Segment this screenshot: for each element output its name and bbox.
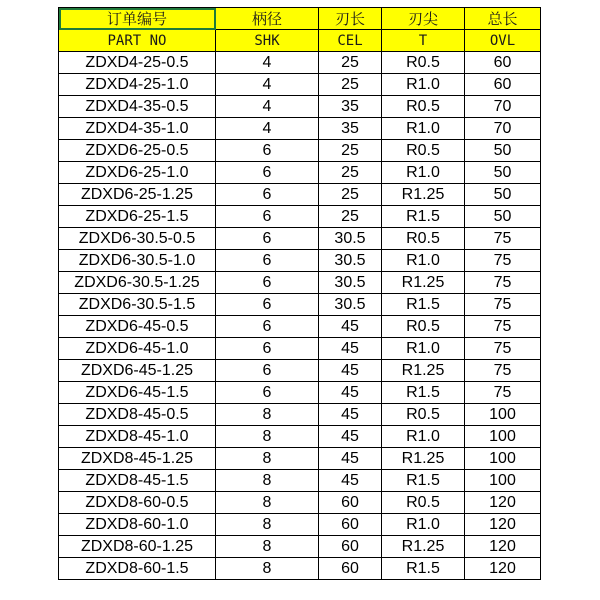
part-no-cell[interactable]: ZDXD4-35-1.0	[59, 118, 216, 140]
overall-length-cell[interactable]: 50	[465, 140, 541, 162]
cutting-length-cell[interactable]: 25	[319, 140, 382, 162]
cutting-length-cell[interactable]: 45	[319, 360, 382, 382]
table-row	[59, 316, 541, 338]
shank-cell[interactable]: 8	[216, 404, 319, 426]
part-no-cell[interactable]: ZDXD6-25-1.25	[59, 184, 216, 206]
part-no-cell[interactable]: ZDXD4-35-0.5	[59, 96, 216, 118]
shank-cell[interactable]: 6	[216, 382, 319, 404]
header-cell-shank-cn[interactable]: 柄径	[216, 8, 319, 30]
overall-length-cell[interactable]: 50	[465, 206, 541, 228]
table-row	[59, 140, 541, 162]
table-row	[59, 514, 541, 536]
tip-radius-cell[interactable]: R1.5	[382, 294, 465, 316]
overall-length-cell[interactable]: 100	[465, 470, 541, 492]
overall-length-cell[interactable]: 50	[465, 184, 541, 206]
shank-cell[interactable]: 8	[216, 448, 319, 470]
overall-length-cell[interactable]: 70	[465, 118, 541, 140]
overall-length-cell[interactable]: 75	[465, 360, 541, 382]
tip-radius-cell[interactable]: R0.5	[382, 140, 465, 162]
shank-cell[interactable]: 8	[216, 514, 319, 536]
part-no-cell[interactable]: ZDXD6-30.5-1.25	[59, 272, 216, 294]
cutting-length-cell[interactable]: 60	[319, 536, 382, 558]
part-no-cell[interactable]: ZDXD6-45-1.5	[59, 382, 216, 404]
overall-length-cell[interactable]: 50	[465, 162, 541, 184]
tip-radius-cell[interactable]: R1.0	[382, 162, 465, 184]
cutting-length-cell[interactable]: 25	[319, 52, 382, 74]
tip-radius-cell[interactable]: R1.0	[382, 514, 465, 536]
part-no-cell[interactable]: ZDXD6-30.5-0.5	[59, 228, 216, 250]
shank-cell[interactable]: 4	[216, 52, 319, 74]
shank-cell[interactable]: 4	[216, 96, 319, 118]
overall-length-cell[interactable]: 75	[465, 294, 541, 316]
part-no-cell[interactable]: ZDXD8-45-1.5	[59, 470, 216, 492]
tip-radius-cell[interactable]: R1.0	[382, 426, 465, 448]
header-cell-cel[interactable]: CEL	[319, 30, 382, 52]
tip-radius-cell[interactable]: R1.5	[382, 558, 465, 580]
overall-length-cell[interactable]: 60	[465, 74, 541, 96]
tip-radius-cell[interactable]: R1.25	[382, 360, 465, 382]
tip-radius-cell[interactable]: R0.5	[382, 404, 465, 426]
tip-radius-cell[interactable]: R1.25	[382, 272, 465, 294]
part-no-cell[interactable]: ZDXD6-30.5-1.5	[59, 294, 216, 316]
cutting-length-cell[interactable]: 30.5	[319, 294, 382, 316]
header-cell-shk[interactable]: SHK	[216, 30, 319, 52]
part-no-cell[interactable]: ZDXD8-45-1.0	[59, 426, 216, 448]
cutting-length-cell[interactable]: 35	[319, 118, 382, 140]
table-row	[59, 360, 541, 382]
cutting-length-cell[interactable]: 30.5	[319, 272, 382, 294]
shank-cell[interactable]: 4	[216, 74, 319, 96]
overall-length-cell[interactable]: 75	[465, 250, 541, 272]
cutting-length-cell[interactable]: 45	[319, 382, 382, 404]
tip-radius-cell[interactable]: R0.5	[382, 492, 465, 514]
overall-length-cell[interactable]: 75	[465, 338, 541, 360]
cutting-length-cell[interactable]: 60	[319, 514, 382, 536]
table-row	[59, 96, 541, 118]
table-row	[59, 162, 541, 184]
tip-radius-cell[interactable]: R1.25	[382, 536, 465, 558]
header-cell-overall-length-cn[interactable]: 总长	[465, 8, 541, 30]
tip-radius-cell[interactable]: R1.0	[382, 338, 465, 360]
table-row	[59, 338, 541, 360]
tip-radius-cell[interactable]: R0.5	[382, 316, 465, 338]
shank-cell[interactable]: 8	[216, 492, 319, 514]
cutting-length-cell[interactable]: 25	[319, 184, 382, 206]
table-row	[59, 250, 541, 272]
table-row	[59, 294, 541, 316]
part-no-cell[interactable]: ZDXD6-45-0.5	[59, 316, 216, 338]
shank-cell[interactable]: 6	[216, 272, 319, 294]
cutting-length-cell[interactable]: 25	[319, 162, 382, 184]
part-no-cell[interactable]: ZDXD8-45-1.25	[59, 448, 216, 470]
shank-cell[interactable]: 6	[216, 140, 319, 162]
shank-cell[interactable]: 6	[216, 250, 319, 272]
table-row	[59, 558, 541, 580]
table-row	[59, 272, 541, 294]
shank-cell[interactable]: 8	[216, 426, 319, 448]
cutting-length-cell[interactable]: 35	[319, 96, 382, 118]
header-row-chinese	[59, 8, 541, 30]
tip-radius-cell[interactable]: R1.25	[382, 184, 465, 206]
part-no-cell[interactable]: ZDXD8-60-1.0	[59, 514, 216, 536]
tip-radius-cell[interactable]: R1.25	[382, 448, 465, 470]
cutting-length-cell[interactable]: 25	[319, 206, 382, 228]
overall-length-cell[interactable]: 75	[465, 316, 541, 338]
tip-radius-cell[interactable]: R0.5	[382, 228, 465, 250]
part-no-cell[interactable]: ZDXD6-30.5-1.0	[59, 250, 216, 272]
table-row	[59, 448, 541, 470]
overall-length-cell[interactable]: 120	[465, 558, 541, 580]
shank-cell[interactable]: 6	[216, 338, 319, 360]
shank-cell[interactable]: 6	[216, 184, 319, 206]
table-row	[59, 52, 541, 74]
part-no-cell[interactable]: ZDXD6-45-1.25	[59, 360, 216, 382]
table-row	[59, 206, 541, 228]
overall-length-cell[interactable]: 70	[465, 96, 541, 118]
shank-cell[interactable]: 8	[216, 558, 319, 580]
table-row	[59, 228, 541, 250]
tip-radius-cell[interactable]: R1.5	[382, 382, 465, 404]
table-row	[59, 74, 541, 96]
part-no-cell[interactable]: ZDXD8-60-1.5	[59, 558, 216, 580]
overall-length-cell[interactable]: 75	[465, 272, 541, 294]
header-cell-cutting-length-cn[interactable]: 刃长	[319, 8, 382, 30]
header-cell-tip-cn[interactable]: 刃尖	[382, 8, 465, 30]
tip-radius-cell[interactable]: R0.5	[382, 96, 465, 118]
table-row	[59, 492, 541, 514]
part-no-cell[interactable]: ZDXD8-60-1.25	[59, 536, 216, 558]
shank-cell[interactable]: 6	[216, 228, 319, 250]
overall-length-cell[interactable]: 60	[465, 52, 541, 74]
cutting-length-cell[interactable]: 25	[319, 74, 382, 96]
shank-cell[interactable]: 6	[216, 206, 319, 228]
tip-radius-cell[interactable]: R1.5	[382, 206, 465, 228]
header-cell-ovl[interactable]: OVL	[465, 30, 541, 52]
shank-cell[interactable]: 6	[216, 294, 319, 316]
cutting-length-cell[interactable]: 30.5	[319, 228, 382, 250]
shank-cell[interactable]: 6	[216, 162, 319, 184]
spec-sheet	[58, 7, 540, 580]
overall-length-cell[interactable]: 120	[465, 536, 541, 558]
overall-length-cell[interactable]: 75	[465, 382, 541, 404]
shank-cell[interactable]: 6	[216, 316, 319, 338]
overall-length-cell[interactable]: 120	[465, 492, 541, 514]
shank-cell[interactable]: 8	[216, 470, 319, 492]
table-row	[59, 404, 541, 426]
shank-cell[interactable]: 6	[216, 360, 319, 382]
table-row	[59, 184, 541, 206]
part-no-cell[interactable]: ZDXD4-25-0.5	[59, 52, 216, 74]
cutting-length-cell[interactable]: 60	[319, 492, 382, 514]
tip-radius-cell[interactable]: R1.0	[382, 250, 465, 272]
overall-length-cell[interactable]: 120	[465, 514, 541, 536]
part-no-cell[interactable]: ZDXD8-45-0.5	[59, 404, 216, 426]
cutting-length-cell[interactable]: 45	[319, 338, 382, 360]
overall-length-cell[interactable]: 75	[465, 228, 541, 250]
tip-radius-cell[interactable]: R1.0	[382, 74, 465, 96]
table-row	[59, 536, 541, 558]
cutting-length-cell[interactable]: 45	[319, 448, 382, 470]
shank-cell[interactable]: 4	[216, 118, 319, 140]
spec-table	[58, 7, 541, 580]
header-cell-part-no[interactable]: PART NO	[59, 30, 216, 52]
overall-length-cell[interactable]: 100	[465, 448, 541, 470]
header-cell-part-no-cn[interactable]: 订单编号	[59, 8, 216, 30]
part-no-cell[interactable]: ZDXD6-25-0.5	[59, 140, 216, 162]
overall-length-cell[interactable]: 100	[465, 426, 541, 448]
overall-length-cell[interactable]: 100	[465, 404, 541, 426]
part-no-cell[interactable]: ZDXD6-25-1.0	[59, 162, 216, 184]
cutting-length-cell[interactable]: 30.5	[319, 250, 382, 272]
cutting-length-cell[interactable]: 45	[319, 404, 382, 426]
cutting-length-cell[interactable]: 45	[319, 316, 382, 338]
cutting-length-cell[interactable]: 45	[319, 470, 382, 492]
tip-radius-cell[interactable]: R0.5	[382, 52, 465, 74]
table-row	[59, 470, 541, 492]
table-row	[59, 426, 541, 448]
spec-table-body	[59, 8, 541, 580]
cutting-length-cell[interactable]: 45	[319, 426, 382, 448]
part-no-cell[interactable]: ZDXD4-25-1.0	[59, 74, 216, 96]
table-row	[59, 382, 541, 404]
part-no-cell[interactable]: ZDXD6-25-1.5	[59, 206, 216, 228]
header-cell-t[interactable]: T	[382, 30, 465, 52]
header-row-english	[59, 30, 541, 52]
table-row	[59, 118, 541, 140]
part-no-cell[interactable]: ZDXD8-60-0.5	[59, 492, 216, 514]
part-no-cell[interactable]: ZDXD6-45-1.0	[59, 338, 216, 360]
shank-cell[interactable]: 8	[216, 536, 319, 558]
tip-radius-cell[interactable]: R1.0	[382, 118, 465, 140]
cutting-length-cell[interactable]: 60	[319, 558, 382, 580]
tip-radius-cell[interactable]: R1.5	[382, 470, 465, 492]
